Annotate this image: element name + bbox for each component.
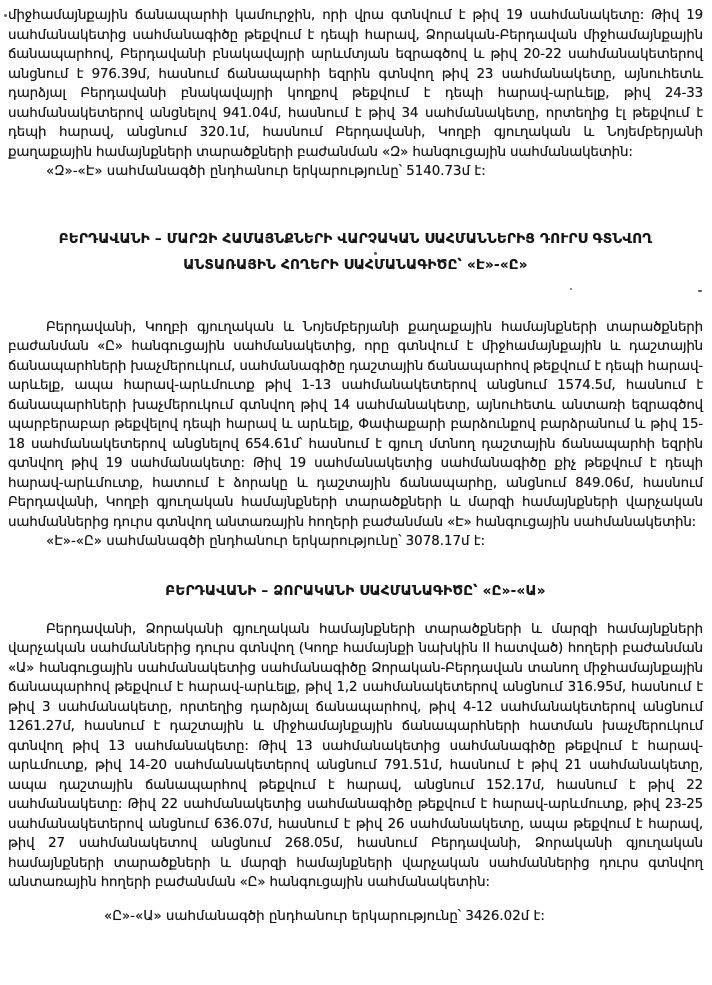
- paragraph-continuation-to-node-za: միջհամայնքային ճանապարհի կամուրջին, որի վրա գտնվում է թիվ 19 սահմանակետը: Թիվ 19 սահմանակետից սահմանագիծը թեքվում է դեպի հարավ, Ձորական-Բերդավան միջհամայնքային ճանապարհով, Բերդավանի բնակավայրի արևմտյան եզրագծով և թիվ 20-22 սահմանակետերով անցնում է 976.39մ, հասնում ճանապարհի եզրին գտնվող թիվ 23 սահմանակետը, այնուհետև դարձյալ Բերդավանի բնակավայրի կողքով թեքվում է դեպի հարավ-արևելք, թիվ 24-33 սահմանակետերով անցնելով 941.04մ, հասնում է թիվ 34 սահմանակետը, որտեղից էլ թեքվում է դեպի հարավ, անցնում 320.1մ, հասնում Բերդավանի, Կողբի գյուղական և Նոյեմբերյանի քաղաքային համայնքների տարածքների բաժանման «Զ» հանգուցային սահմանակետին:: [8, 8, 703, 160]
- section-title-forest-lands: [8, 226, 703, 278]
- scan-artifact-dot: [698, 290, 702, 292]
- section-title-berdavan-dzorakan: ԲԵՐԴԱՎԱՆԻ – ՁՈՐԱԿԱՆԻ ՍԱՀՄԱՆԱԳԻԾԸ՝ «Ը»-«Ա»: [165, 582, 546, 599]
- section-title-forest-lands-line-2: ԱՆՏԱՌԱՅԻՆ ՀՈՂԵՐԻ ՍԱՀՄԱՆԱԳԻԾԸ՝ «Է»-«Ը»: [183, 256, 528, 273]
- section-title-forest-lands-line-1: ԲԵՐԴԱՎԱՆԻ – ՄԱՐԶԻ ՀԱՄԱՅՆՔՆԵՐԻ ՎԱՐՉԱԿԱՆ ՍԱՀՄԱՆՆԵՐԻՑ ԴՈՒՐՍ ԳՏՆՎՈՂ: [58, 230, 653, 247]
- scan-artifact-dot: [4, 14, 7, 17]
- segment-length-e-et: «Է»-«Ը» սահմանագծի ընդհանուր երկարությունը՝ 3078.17մ է:: [46, 534, 486, 549]
- scan-artifact-dot: [570, 288, 572, 290]
- paragraph-boundary-et-ayb: Բերդավանի, Ձորականի գյուղական համայնքների տարածքների և մարզի համայնքների վարչական սահմաններից դուրս գտնվող (Կողբ համայնքի նախկին II հատված) հողերի բաժանման «Ա» հանգուցային սահմանակետից սահմանագիծը Ձորական-Բերդավան տանող միջհամայնքային ճանապարհով թեքվում է հարավ-արևելք, թիվ 1,2 սահմանակետերով անցնում 316.95մ, հասնում է թիվ 3 սահմանակետը, որտեղից դարձյալ ճանապարհով, թիվ 4-12 սահմանակետերով անցնում 1261.27մ, հասնում է դաշտային և միջհամայնքային ճանապարհների հատման խաչմերուկում գտնվող թիվ 13 սահմանակետը: Թիվ 13 սահմանակետից սահմանագիծը թեքվում է հարավ-արևմուտք, թիվ 14-20 սահմանակետերով անցնում 791.51մ, հասնում է թիվ 21 սահմանակետը, ապա դաշտային ճանապարհով թեքվում է հարավ, անցնում 152.17մ, հասնում է թիվ 22 սահմանակետը: Թիվ 22 սահմանակետից սահմանագիծը թեքվում է հարավ-արևմուտք, թիվ 23-25 սահմանակետերով անցնում 636.07մ, հասնում է թիվ 26 սահմանակետը, ապա թեքվում է հարավ, թիվ 27 սահմանակետով անցնում 268.05մ, հասնում Բերդավանի, Ձորականի գյուղական համայնքների տարածքների և մարզի համայնքների վարչական սահմաններից դուրս գտնվող անտառային հողերի բաժանման «Ը» հանգուցային սահմանակետին:: [8, 621, 703, 890]
- paragraph-boundary-e-et: Բերդավանի, Կողբի գյուղական և Նոյեմբերյանի քաղաքային համայնքների տարածքների բաժանման «Ը» հանգուցային սահմանակետից, որը գտնվում է միջհամայնքային և դաշտային ճանապարհների խաչմերուկում, սահմանագիծը դաշտային ճանապարհով թեքվում է դեպի հարավ-արևելք, ապա հարավ-արևմուտք թիվ 1-13 սահմանակետերով անցնում 1574.5մ, հասնում է ճանապարհների խաչմերուկում գտնվող թիվ 14 սահմանակետը, այնուհետև անտառի եզրագծով պարբերաբար թեքվելով դեպի հարավ և արևելք, Փափաքարի բարձունքով բարձրանում և թիվ 15-18 սահմանակետերով անցնելով 654.61մ՝ հասնում է գյուղ մտնող դաշտային ճանապարհի եզրին գտնվող թիվ 19 սահմանակետը: Թիվ 19 սահմանակետից սահմանագիծը քիչ թեքվում է դեպի հարավ-արևմուտք, հատում է ձորակը և դաշտային ճանապարհը, անցնում 849.06մ, հասնում Բերդավանի, Կողբի գյուղական համայնքների տարածքների և մարզի համայնքների վարչական սահմաններից դուրս գտնվող անտառային հողերի բաժանման «Է» հանգուցային սահմանակետին:: [8, 319, 703, 530]
- scan-artifact-dot: [374, 252, 377, 255]
- segment-length-za-e: «Զ»-«Է» սահմանագծի ընդհանուր երկարությունը՝ 5140.73մ է:: [46, 164, 486, 179]
- segment-length-et-ayb: «Ը»-«Ա» սահմանագծի ընդհանուր երկարությունը՝ 3426.02մ է:: [104, 908, 545, 924]
